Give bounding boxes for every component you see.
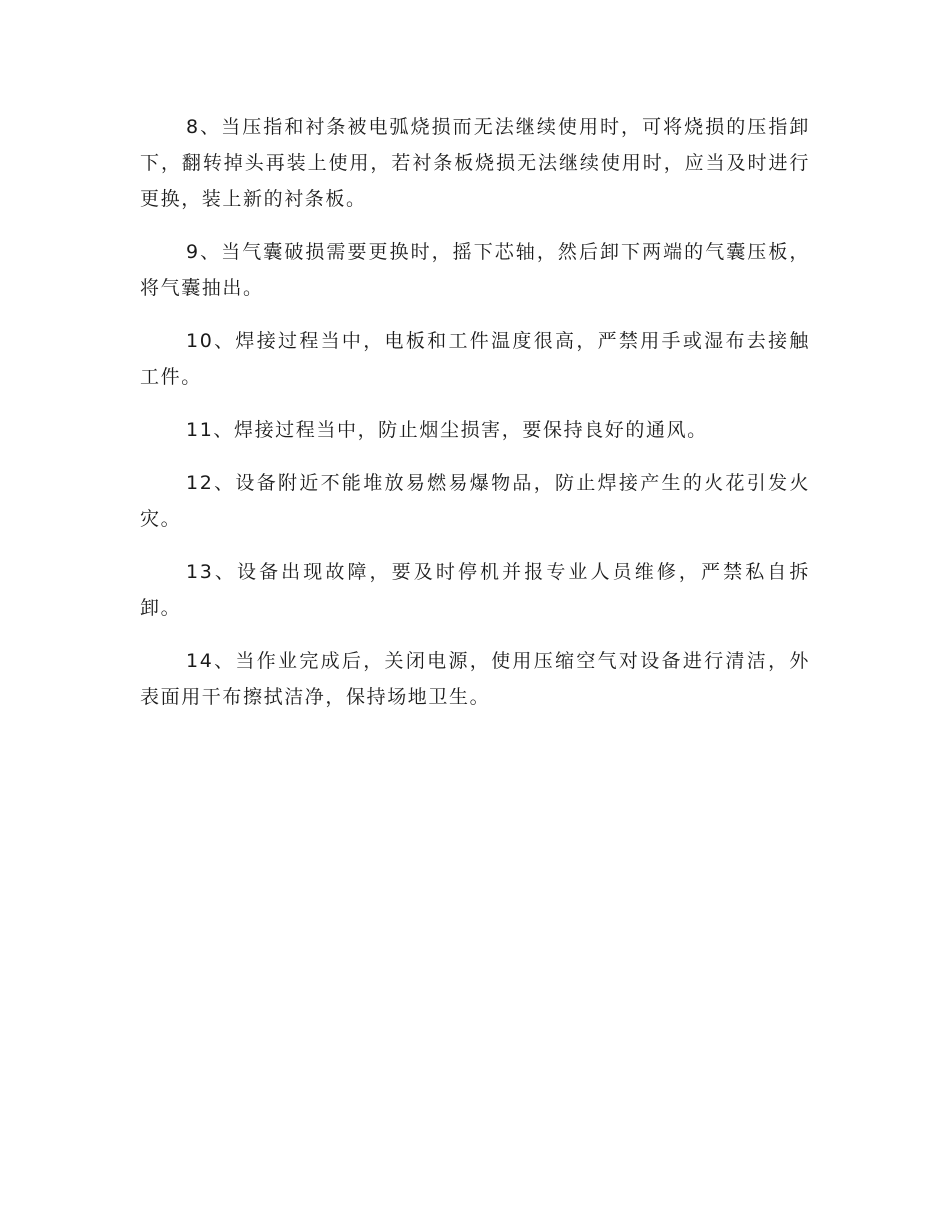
paragraph-item-8: 8、当压指和衬条被电弧烧损而无法继续使用时，可将烧损的压指卸下，翻转掉头再装上使用，若衬条板烧损无法继续使用时，应当及时进行更换，装上新的衬条板。 (140, 116, 810, 210)
paragraph-item-9: 9、当气囊破损需要更换时，摇下芯轴，然后卸下两端的气囊压板，将气囊抽出。 (140, 241, 810, 299)
paragraph-item-13: 13、设备出现故障，要及时停机并报专业人员维修，严禁私自拆卸。 (140, 561, 810, 619)
paragraph-item-10: 10、焊接过程当中，电板和工件温度很高，严禁用手或湿布去接触工件。 (140, 330, 810, 388)
document-body (140, 109, 810, 732)
paragraph-item-11: 11、焊接过程当中，防止烟尘损害，要保持良好的通风。 (186, 419, 708, 441)
paragraph-item-12: 12、设备附近不能堆放易燃易爆物品，防止焊接产生的火花引发火灾。 (140, 472, 810, 530)
paragraph-item-14: 14、当作业完成后，关闭电源，使用压缩空气对设备进行清洁，外表面用干布擦拭洁净，保持场地卫生。 (140, 650, 810, 708)
